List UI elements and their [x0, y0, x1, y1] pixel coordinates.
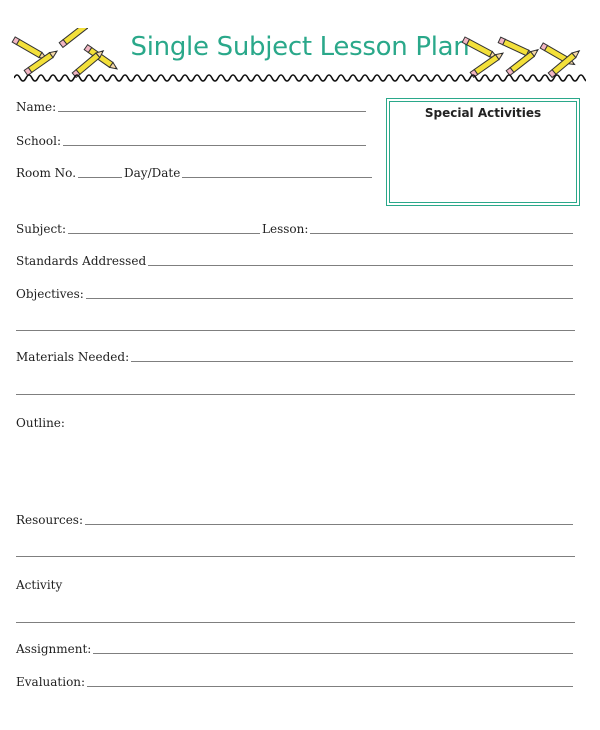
lesson-label: Lesson:	[262, 222, 309, 236]
objectives-line-2[interactable]	[16, 330, 575, 331]
assignment-field[interactable]	[16, 640, 575, 656]
outline-field[interactable]	[16, 414, 575, 430]
materials-label: Materials Needed:	[16, 350, 130, 364]
evaluation-field[interactable]	[16, 673, 575, 689]
assignment-line[interactable]	[93, 653, 573, 654]
wavy-divider	[14, 70, 586, 89]
activity-field[interactable]	[16, 576, 575, 592]
standards-field[interactable]	[16, 252, 575, 268]
day-date-label: Day/Date	[124, 166, 181, 180]
room-day-field[interactable]	[16, 164, 374, 180]
name-line[interactable]	[58, 111, 366, 112]
school-line[interactable]	[63, 145, 366, 146]
standards-label: Standards Addressed	[16, 254, 147, 268]
subject-lesson-field[interactable]	[16, 220, 575, 236]
resources-line-2[interactable]	[16, 556, 575, 557]
objectives-field[interactable]	[16, 285, 575, 301]
special-activities-box	[386, 98, 580, 206]
activity-label: Activity	[16, 578, 63, 592]
activity-line[interactable]	[16, 622, 575, 623]
resources-line[interactable]	[85, 524, 573, 525]
school-label: School:	[16, 134, 61, 148]
assignment-label: Assignment:	[16, 642, 92, 656]
outline-label: Outline:	[16, 416, 65, 430]
standards-line[interactable]	[148, 265, 573, 266]
subject-line[interactable]	[68, 233, 260, 234]
evaluation-label: Evaluation:	[16, 675, 86, 689]
objectives-line[interactable]	[86, 298, 573, 299]
materials-field[interactable]	[16, 348, 575, 364]
name-label: Name:	[16, 100, 57, 114]
name-field[interactable]	[16, 98, 368, 114]
school-field[interactable]	[16, 132, 368, 148]
resources-field[interactable]	[16, 511, 575, 527]
evaluation-line[interactable]	[87, 686, 573, 687]
room-label: Room No.	[16, 166, 77, 180]
objectives-label: Objectives:	[16, 287, 84, 301]
materials-line[interactable]	[131, 361, 573, 362]
page-title: Single Subject Lesson Plan	[130, 32, 470, 62]
lesson-line[interactable]	[310, 233, 573, 234]
materials-line-2[interactable]	[16, 394, 575, 395]
subject-label: Subject:	[16, 222, 67, 236]
day-date-line[interactable]	[182, 177, 372, 178]
special-activities-title: Special Activities	[389, 101, 577, 203]
resources-label: Resources:	[16, 513, 84, 527]
room-line[interactable]	[78, 177, 122, 178]
